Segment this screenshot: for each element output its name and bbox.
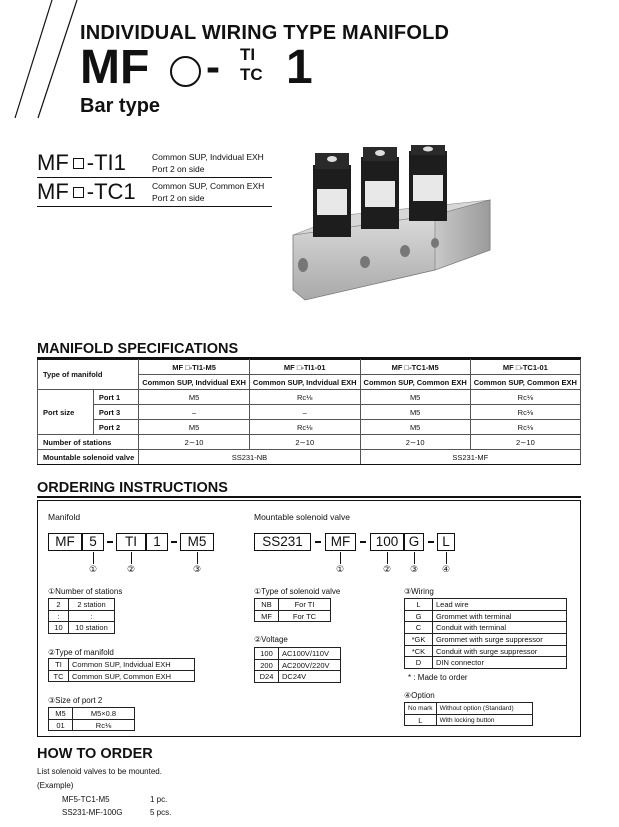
option-desc: Without option (Standard) (436, 703, 532, 715)
option-desc: DC24V (279, 671, 341, 683)
code-dash (315, 541, 321, 543)
box-icon (73, 187, 84, 198)
variant-prefix: MF (37, 179, 69, 204)
code-box-port: M5 (180, 533, 214, 551)
marker-3: ③ (192, 564, 202, 574)
option-desc: Grommet with terminal (433, 610, 567, 622)
spec-cell: M5 (139, 390, 250, 405)
marker-line (197, 552, 198, 564)
voltage-title: ②Voltage (254, 635, 288, 644)
spec-table (37, 359, 581, 465)
option-code: 200 (255, 659, 279, 671)
divider (37, 177, 272, 178)
code-box-type: TI (116, 533, 146, 551)
manifold-type-table (48, 658, 195, 682)
example-qty: 1 pc. (150, 795, 168, 804)
option-code: L (405, 714, 437, 726)
variant-port: Port 2 on side (152, 164, 205, 174)
valve-type-title: ①Type of solenoid valve (254, 587, 341, 596)
code-box-wiring: G (404, 533, 424, 551)
option-code: D24 (255, 671, 279, 683)
option-code: 01 (49, 719, 73, 731)
marker-3: ③ (409, 564, 419, 574)
option-desc: Lead wire (433, 599, 567, 611)
spec-stations-label: Number of stations (38, 435, 139, 450)
spec-model: MF □-TC1-01 (470, 360, 580, 375)
wiring-table (404, 598, 567, 669)
model-tc: TC (240, 65, 263, 84)
option-code: G (405, 610, 433, 622)
option-code: D (405, 657, 433, 669)
marker-2: ② (382, 564, 392, 574)
spec-cell: Rc⅛ (470, 420, 580, 435)
example-qty: 5 pcs. (150, 808, 172, 817)
option-code: *CK (405, 645, 433, 657)
model-dash: - (206, 43, 220, 90)
valve-type-table (254, 598, 331, 622)
spec-model-desc: Common SUP, Common EXH (470, 375, 580, 390)
manifold-product-image (285, 145, 500, 315)
code-box-option: L (437, 533, 455, 551)
spec-cell: M5 (360, 420, 470, 435)
marker-4: ④ (441, 564, 451, 574)
option-code: L (405, 599, 433, 611)
spec-cell: 2∼10 (139, 435, 250, 450)
spec-model: MF □-TC1-M5 (360, 360, 470, 375)
option-code: : (49, 610, 69, 622)
option-desc: For TI (279, 599, 331, 611)
variant-desc: Common SUP, Common EXH (152, 181, 265, 191)
variant-port: Port 2 on side (152, 193, 205, 203)
example-code: SS231-MF-100G (62, 808, 123, 817)
marker-2: ② (126, 564, 136, 574)
voltage-table (254, 647, 341, 683)
option-desc: : (69, 610, 115, 622)
spec-cell: Rc⅛ (470, 405, 580, 420)
model-suffix: 1 (286, 41, 313, 94)
option-desc: AC200V/220V (279, 659, 341, 671)
spec-model-desc: Common SUP, Indvidual EXH (139, 375, 250, 390)
code-dash (171, 541, 177, 543)
spec-cell: M5 (360, 390, 470, 405)
code-dash (360, 541, 366, 543)
spec-cell: SS231-NB (139, 450, 360, 465)
option-desc: DIN connector (433, 657, 567, 669)
manifold-type-title: ②Type of manifold (48, 648, 114, 657)
spec-valve-label: Mountable solenoid valve (38, 450, 139, 465)
code-box-voltage: 100 (370, 533, 404, 551)
option-desc: Conduit with terminal (433, 622, 567, 634)
divider (37, 206, 272, 207)
option-code: C (405, 622, 433, 634)
spec-cell: 2∼10 (470, 435, 580, 450)
spec-cell: – (139, 405, 250, 420)
option-desc: With locking button (436, 714, 532, 726)
stations-title: ①Number of stations (48, 587, 123, 596)
marker-line (340, 552, 341, 564)
option-desc: Rc⅛ (73, 719, 135, 731)
wiring-title: ③Wiring (404, 587, 434, 596)
page-title: INDIVIDUAL WIRING TYPE MANIFOLD (80, 22, 450, 44)
option-code: *GK (405, 634, 433, 646)
spec-cell: Rc⅛ (249, 390, 360, 405)
option-title: ④Option (404, 691, 435, 700)
code-box-valve-type: MF (325, 533, 356, 551)
spec-cell: M5 (360, 405, 470, 420)
spec-port-label: Port 2 (93, 420, 138, 435)
variant-desc: Common SUP, Indvidual EXH (152, 152, 264, 162)
marker-line (93, 552, 94, 564)
spec-model: MF □-TI1-01 (249, 360, 360, 375)
example-label: (Example) (37, 781, 74, 790)
option-code: 100 (255, 648, 279, 660)
valve-label: Mountable solenoid valve (254, 512, 350, 522)
box-icon (73, 158, 84, 169)
spec-cell: – (249, 405, 360, 420)
header-slash-decoration (8, 0, 78, 120)
option-desc: Common SUP, Common EXH (69, 670, 195, 682)
option-desc: For TC (279, 610, 331, 622)
stations-table (48, 598, 115, 634)
marker-1: ① (88, 564, 98, 574)
option-code: TI (49, 659, 69, 671)
option-code: 10 (49, 622, 69, 634)
code-box-stations: 5 (82, 533, 104, 551)
marker-line (446, 552, 447, 564)
spec-port-size-label: Port size (38, 390, 94, 435)
spec-heading: MANIFOLD SPECIFICATIONS (37, 341, 239, 357)
spec-cell: 2∼10 (249, 435, 360, 450)
spec-cell: 2∼10 (360, 435, 470, 450)
spec-model-desc: Common SUP, Common EXH (360, 375, 470, 390)
option-code: MF (255, 610, 279, 622)
model-ti: TI (240, 45, 256, 64)
spec-cell: Rc⅛ (249, 420, 360, 435)
code-box-one: 1 (146, 533, 168, 551)
option-code: No mark (405, 703, 437, 715)
model-prefix: MF (80, 41, 150, 94)
option-desc: AC100V/110V (279, 648, 341, 660)
spec-cell: SS231-MF (360, 450, 580, 465)
option-desc: Common SUP, Indvidual EXH (69, 659, 195, 671)
spec-model: MF □-TI1-M5 (139, 360, 250, 375)
ordering-box (37, 500, 581, 737)
spec-port-label: Port 3 (93, 405, 138, 420)
port-size-table (48, 707, 135, 731)
ordering-heading: ORDERING INSTRUCTIONS (37, 480, 228, 496)
code-dash (107, 541, 113, 543)
variant-code: -TI1 (86, 150, 126, 175)
option-desc: Grommet with surge suppressor (433, 634, 567, 646)
code-dash (428, 541, 434, 543)
example-code: MF5-TC1-M5 (62, 795, 110, 804)
option-desc: M5×0.8 (73, 708, 135, 720)
option-code: 2 (49, 599, 69, 611)
variant-code: -TC1 (86, 179, 136, 204)
marker-line (414, 552, 415, 564)
spec-cell: Rc⅛ (470, 390, 580, 405)
divider (37, 496, 581, 498)
how-to-order-heading: HOW TO ORDER (37, 746, 153, 762)
manifold-label: Manifold (48, 512, 81, 522)
page-subtitle: Bar type (80, 95, 161, 117)
port-size-title: ③Size of port 2 (48, 696, 103, 705)
spec-port-label: Port 1 (93, 390, 138, 405)
option-table (404, 702, 533, 726)
marker-1: ① (335, 564, 345, 574)
code-box-mf: MF (48, 533, 82, 551)
spec-cell: M5 (139, 420, 250, 435)
option-code: NB (255, 599, 279, 611)
variant-prefix: MF (37, 150, 69, 175)
option-code: M5 (49, 708, 73, 720)
option-code: TC (49, 670, 69, 682)
spec-type-label: Type of manifold (38, 360, 139, 390)
option-desc: 2 station (69, 599, 115, 611)
station-circle-icon (170, 56, 201, 87)
wiring-note: * : Made to order (408, 673, 468, 682)
marker-line (387, 552, 388, 564)
how-to-order-text: List solenoid valves to be mounted. (37, 767, 162, 776)
marker-line (131, 552, 132, 564)
code-box-ss231: SS231 (254, 533, 311, 551)
spec-model-desc: Common SUP, Indvidual EXH (249, 375, 360, 390)
option-desc: 10 station (69, 622, 115, 634)
option-desc: Conduit with surge suppressor (433, 645, 567, 657)
